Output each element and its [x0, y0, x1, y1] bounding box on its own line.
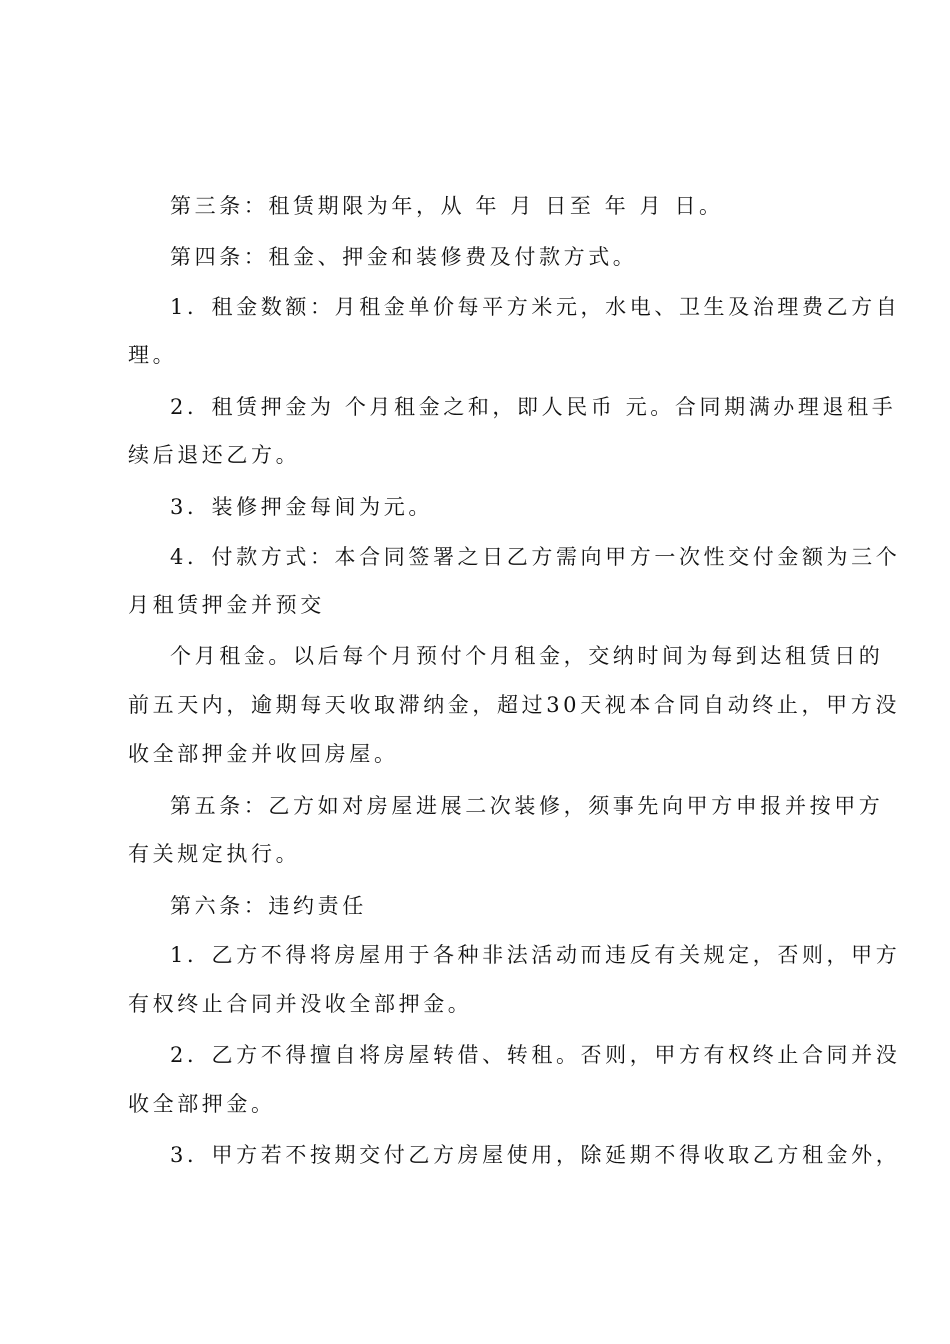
clause-4-item-4: 4．付款方式：本合同签署之日乙方需向甲方一次性交付金额为三个 — [170, 545, 901, 569]
clause-5: 第五条：乙方如对房屋进展二次装修，须事先向甲方申报并按甲方 — [170, 794, 884, 818]
clause-4-item-2-cont: 续后退还乙方。 — [128, 443, 301, 467]
clause-4-payment-para-cont-2: 收全部押金并收回房屋。 — [128, 742, 399, 766]
clause-4-item-1: 1．租金数额：月租金单价每平方米元，水电、卫生及治理费乙方自 — [170, 295, 901, 319]
clause-6-item-2-cont: 收全部押金。 — [128, 1092, 276, 1116]
clause-6-heading: 第六条：违约责任 — [170, 894, 367, 918]
clause-4-heading: 第四条：租金、押金和装修费及付款方式。 — [170, 245, 638, 269]
clause-6-item-1: 1．乙方不得将房屋用于各种非法活动而违反有关规定，否则，甲方 — [170, 943, 901, 967]
clause-4-item-1-cont: 理。 — [128, 343, 178, 367]
clause-6-item-1-cont: 有权终止合同并没收全部押金。 — [128, 992, 473, 1016]
clause-4-payment-para-cont-1: 前五天内，逾期每天收取滞纳金，超过30天视本合同自动终止，甲方没 — [128, 693, 900, 717]
clause-4-payment-para: 个月租金。以后每个月预付个月租金，交纳时间为每到达租赁日的 — [170, 644, 884, 668]
clause-4-item-4-cont: 月租赁押金并预交 — [128, 593, 325, 617]
clause-6-item-3: 3．甲方若不按期交付乙方房屋使用，除延期不得收取乙方租金外， — [170, 1143, 901, 1167]
clause-3-term: 第三条：租赁期限为年，从 年 月 日至 年 月 日。 — [170, 194, 724, 218]
clause-4-item-2: 2．租赁押金为 个月租金之和，即人民币 元。合同期满办理退租手 — [170, 395, 897, 419]
clause-4-item-3: 3．装修押金每间为元。 — [170, 495, 433, 519]
clause-6-item-2: 2．乙方不得擅自将房屋转借、转租。否则，甲方有权终止合同并没 — [170, 1043, 901, 1067]
clause-5-cont: 有关规定执行。 — [128, 842, 301, 866]
